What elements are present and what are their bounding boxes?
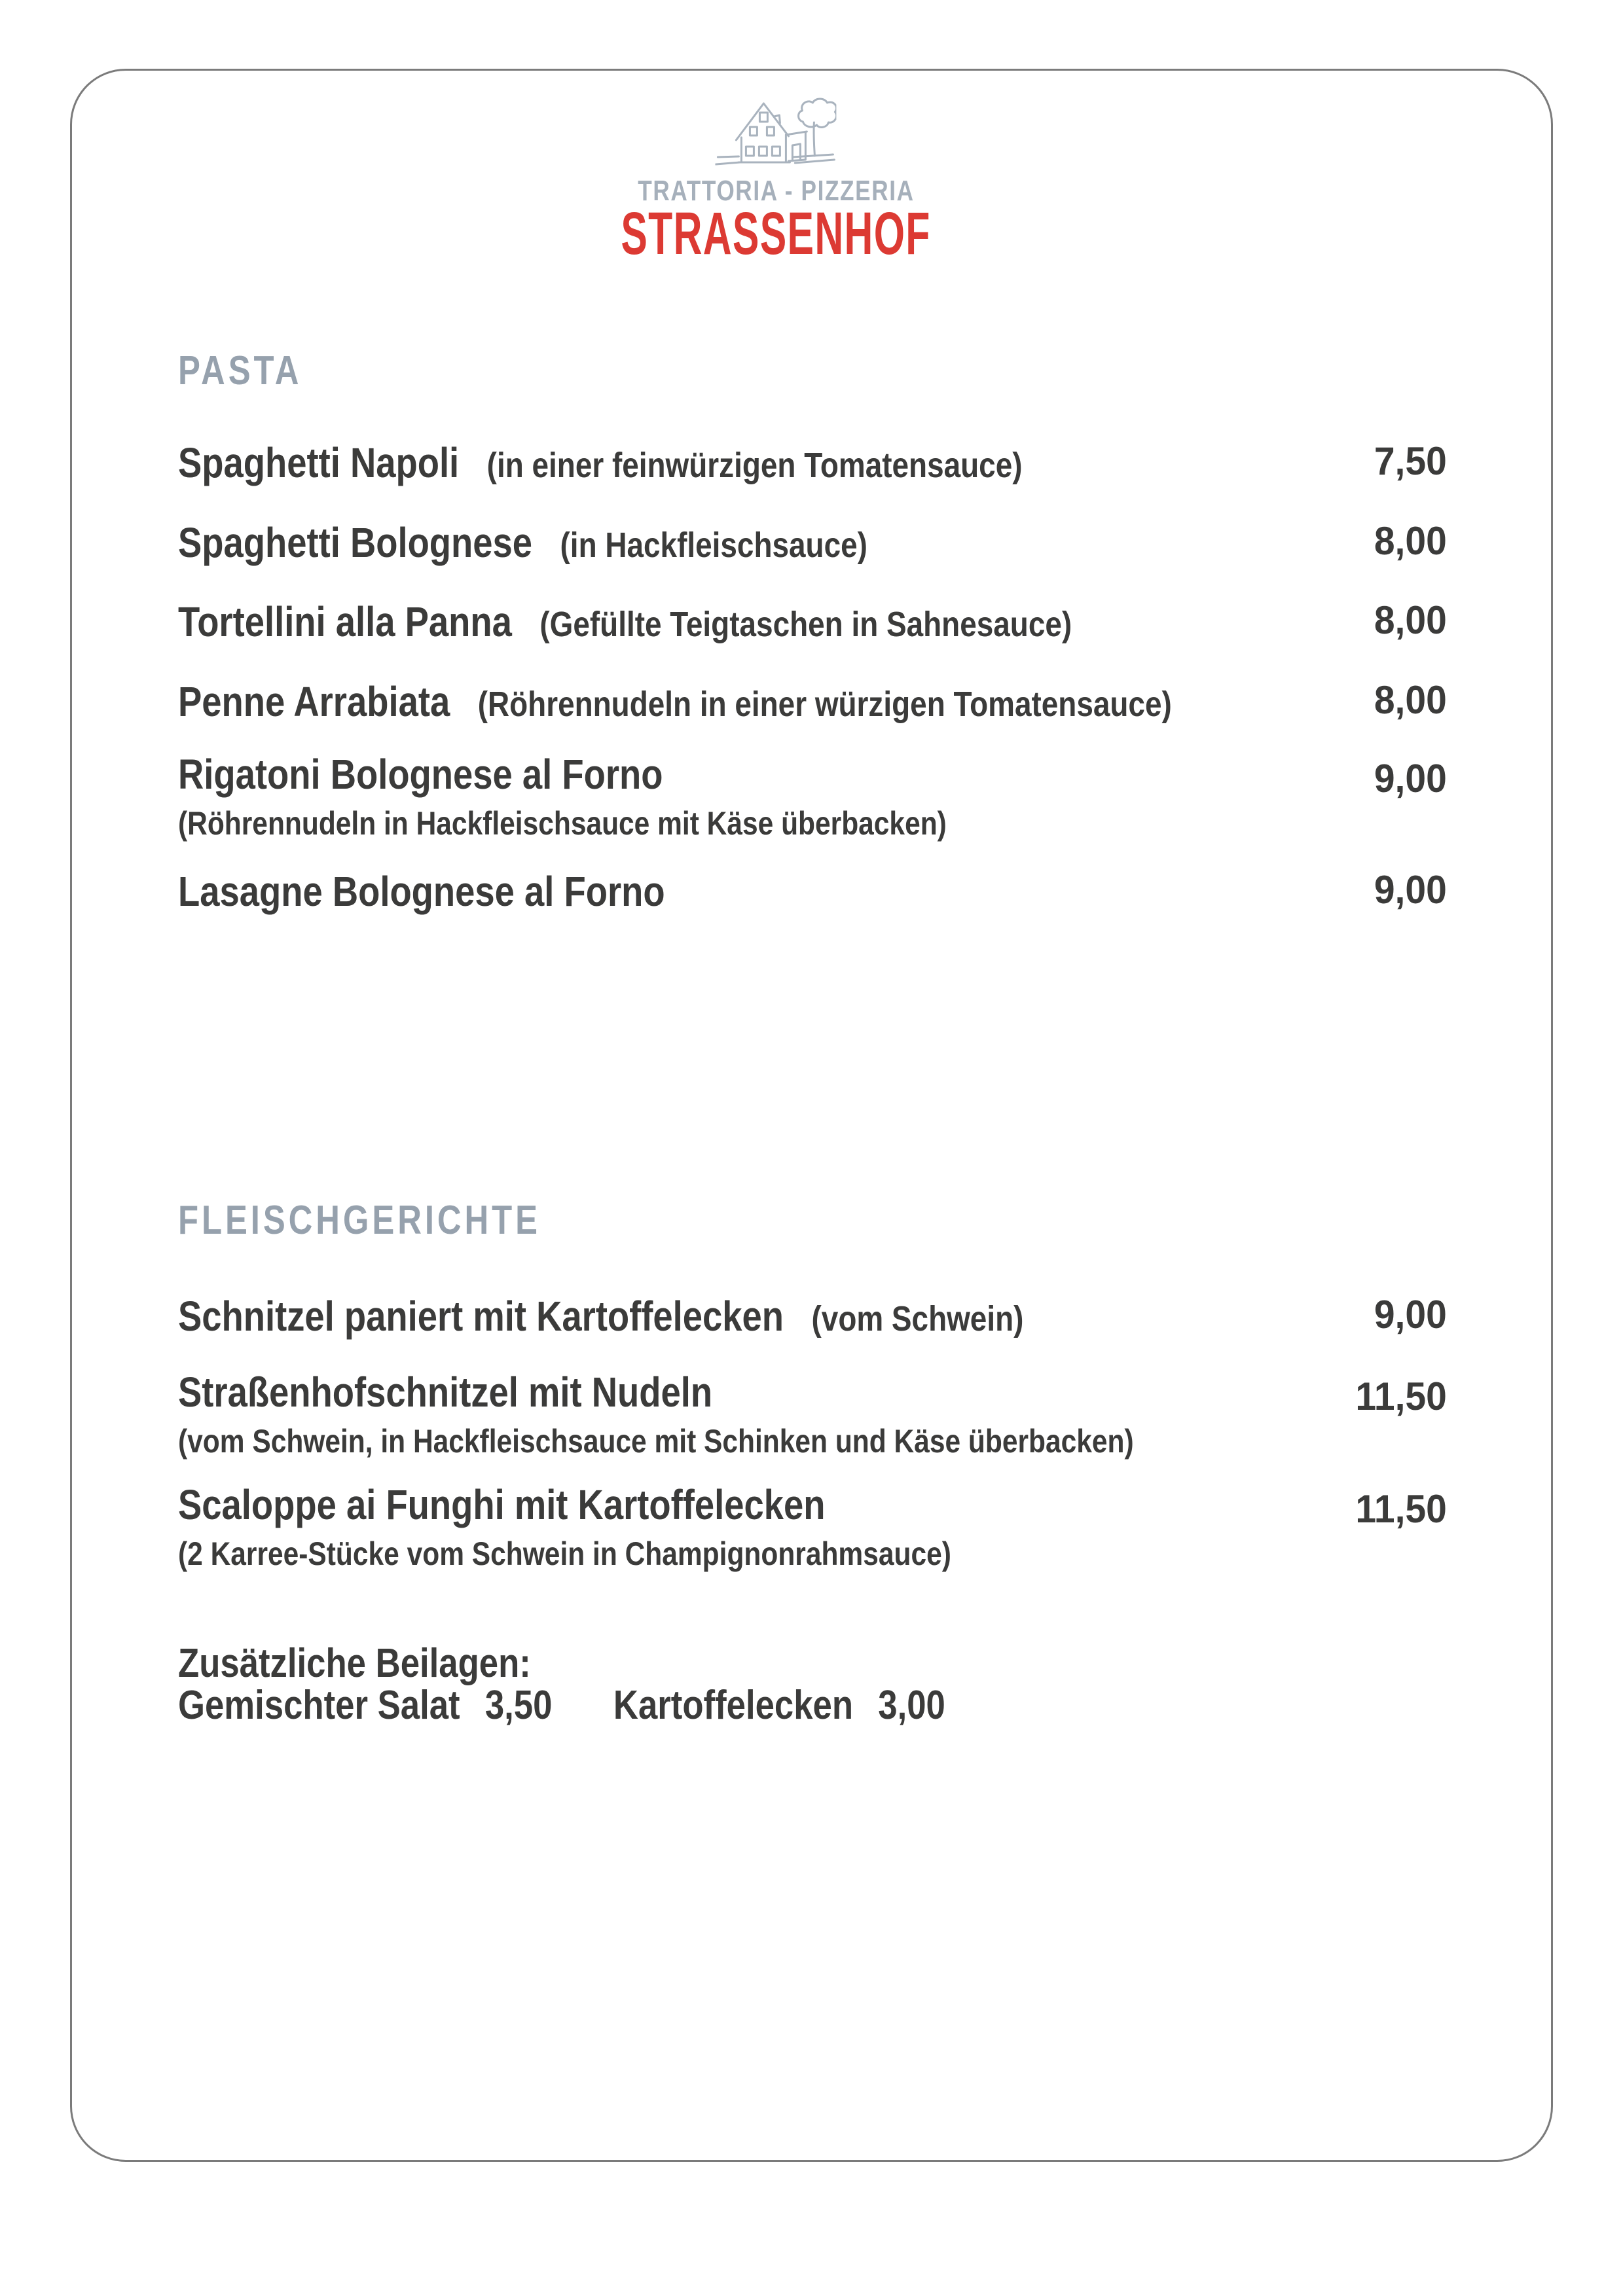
extras-item-name: Gemischter Salat	[178, 1683, 460, 1728]
item-name: Spaghetti Napoli	[178, 439, 460, 486]
item-description: (vom Schwein)	[811, 1299, 1024, 1338]
item-subline: (2 Karree-Stücke vom Schwein in Champignonrahmsauce)	[178, 1535, 951, 1572]
item-name: Penne Arrabiata	[178, 678, 450, 725]
extras-title-row	[178, 1640, 1447, 1687]
logo-tagline: TRATTORIA - PIZZERIA	[637, 175, 915, 207]
house-tree-line-art-icon	[715, 96, 836, 174]
item-price: 7,50	[1374, 439, 1447, 483]
section-heading-fleischgerichte: FLEISCHGERICHTE	[178, 1198, 541, 1243]
item-price: 8,00	[1374, 519, 1447, 563]
menu-item-row	[178, 439, 1447, 487]
item-price: 11,50	[1355, 1374, 1447, 1418]
menu-item-row	[178, 1481, 1447, 1573]
item-name: Rigatoni Bolognese al Forno	[178, 751, 663, 798]
item-name: Spaghetti Bolognese	[178, 519, 533, 566]
restaurant-logo	[541, 96, 1010, 267]
item-subline: (vom Schwein, in Hackfleischsauce mit Schinken und Käse überbacken)	[178, 1423, 1134, 1460]
item-description: (Gefüllte Teigtaschen in Sahnesauce)	[539, 605, 1072, 644]
item-price: 9,00	[1374, 1293, 1447, 1336]
extras-item-price: 3,50	[484, 1683, 553, 1728]
menu-item-row	[178, 1369, 1447, 1460]
item-price: 9,00	[1374, 757, 1447, 800]
menu-item-row	[178, 518, 1447, 567]
item-name: Straßenhofschnitzel mit Nudeln	[178, 1369, 713, 1416]
restaurant-name: STRASSENHOF	[621, 200, 931, 267]
item-price: 11,50	[1355, 1487, 1447, 1531]
item-price: 8,00	[1374, 678, 1447, 722]
menu-item-row	[178, 867, 1447, 916]
item-price: 9,00	[1374, 868, 1447, 912]
item-description: (in einer feinwürzigen Tomatensauce)	[486, 446, 1023, 485]
item-description: (in Hackfleischsauce)	[560, 526, 867, 565]
menu-item-row	[178, 1292, 1447, 1340]
item-subline: (Röhrennudeln in Hackfleischsauce mit Käse überbacken)	[178, 805, 947, 842]
extras-title: Zusätzliche Beilagen:	[178, 1641, 531, 1686]
extras-items-row	[178, 1682, 1447, 1729]
menu-item-row	[178, 677, 1447, 726]
item-name: Schnitzel paniert mit Kartoffelecken	[178, 1293, 784, 1340]
menu-item-row	[178, 751, 1447, 842]
item-name: Tortellini alla Panna	[178, 598, 512, 645]
extras-item-name: Kartoffelecken	[613, 1683, 854, 1728]
extras-item-price: 3,00	[878, 1683, 945, 1728]
menu-item-row	[178, 598, 1447, 646]
section-heading-pasta: PASTA	[178, 348, 302, 393]
item-price: 8,00	[1374, 598, 1447, 642]
item-name: Lasagne Bolognese al Forno	[178, 868, 665, 915]
item-description: (Röhrennudeln in einer würzigen Tomatensauce)	[477, 685, 1172, 724]
item-name: Scaloppe ai Funghi mit Kartoffelecken	[178, 1481, 826, 1528]
